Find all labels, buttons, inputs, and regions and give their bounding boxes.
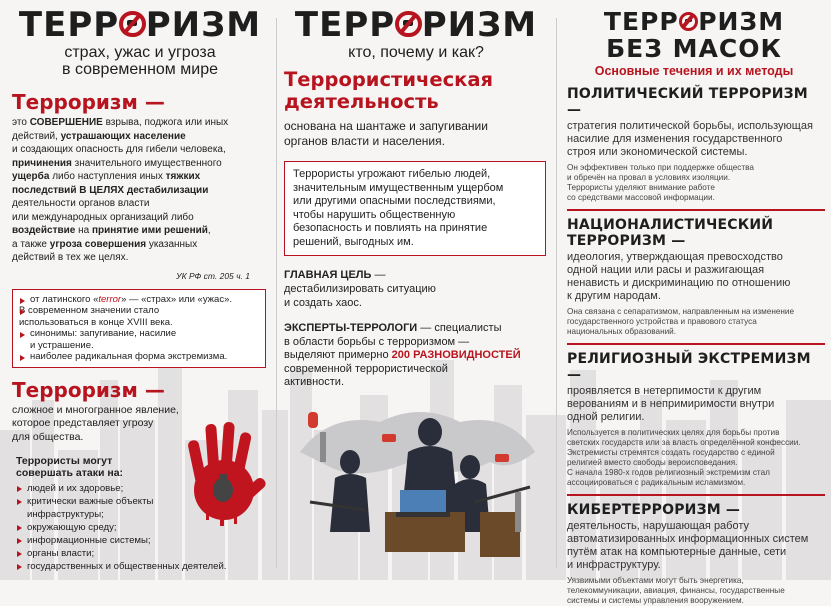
etymology-list [19,294,259,363]
activity-basis: основана на шантаже и запугивании органов власти и населения. [284,119,488,148]
text-line: проявляется в нетерпимости к другим [567,385,762,397]
target-item: людей и их здоровье; [16,482,266,495]
etymology-item-cont: В современном значении стало использоваться в конце XVIII века. [19,305,259,328]
section-political [567,86,825,211]
section-title: ПОЛИТИЧЕСКИЙ ТЕРРОРИЗМ — [567,86,808,118]
crossed-gun-icon [679,12,699,32]
terrorism-definition-2: сложное и многогранное явление, которое представляет угрозу для общества. [12,403,179,443]
text-line: Террористы угрожают гибелью людей, [293,168,491,180]
text-line: или другими опасными последствиями, [293,195,496,207]
col1-heading-1: Терроризм — [12,90,165,114]
text-line: насилие для изменения государственного [567,133,783,145]
text-line: и инфраструктуру. [567,559,661,571]
crossed-gun-icon [395,11,422,38]
col1-title [6,6,274,44]
threat-quote-box [284,161,546,256]
text-line: религией вместо свободы вероисповедания. [567,458,738,467]
col2-title-text: ТЕРР РИЗМ [294,5,538,45]
text-line: Он эффективен только при поддержке общества [567,163,754,172]
text-line: Уязвимыми объектами могут быть энергетика, [567,576,744,585]
attack-targets-title: совершать атаки на: [16,467,124,479]
column-divider [276,18,277,568]
attack-targets [16,455,266,573]
section-title: КИБЕРТЕРРОРИЗМ — [567,502,741,518]
section-divider [567,209,825,211]
law-citation: УК РФ ст. 205 ч. 1 [176,270,250,281]
target-item: органы власти; [16,547,266,560]
text-line: С начала 1980-х годов религиозный экстремизм стал [567,468,770,477]
terrorists-illustration [290,392,540,572]
section-religious [567,351,825,496]
targets-list [16,482,266,573]
crossed-gun-icon [119,11,146,38]
text-line: со средствами массовой информации. [567,193,715,202]
attack-targets-title: Террористы могут [16,455,113,467]
text-line: стратегия политической борьбы, использующая [567,120,813,132]
target-item: информационные системы; [16,534,266,547]
text-line: светских государств или за власть определённой конфессии. [567,438,801,447]
text-line: Используется в политических целях для борьбы против [567,428,780,437]
experts-note: ЭКСПЕРТЫ-ТЕРРОЛОГИ — специалисты в области борьбы с терроризмом — выделяют примерно 200 РАЗНОВИДНОСТЕЙ современной террористической активности. [284,322,521,388]
text-line: системы и системы управления вооружением. [567,596,744,605]
etymology-item: синонимы: запугивание, насилие и устрашение. [19,328,259,351]
column-1 [6,0,274,580]
text-line: путём атак на компьютерные данные, сети [567,546,787,558]
col1-title-text: ТЕРР РИЗМ [18,5,262,45]
target-item: окружающую среду; [16,521,266,534]
main-goal: ГЛАВНАЯ ЦЕЛЬ — дестабилизировать ситуацию и создать хаос. [284,269,436,309]
col3-subtitle: Основные течения и их методы [594,64,794,78]
text-line: строя или экономической системы. [567,146,748,158]
target-item: инфраструктуры; [27,509,104,520]
text-line: Террористы уделяют внимание работе [567,183,715,192]
col2-title [282,6,550,44]
text-line: ненависть и дискриминацию по отношению [567,277,791,289]
text-line: Экстремисты стремятся создать государство с единой [567,448,775,457]
text-line: одной нации или расы и разжигающая [567,264,765,276]
text-line: верованиям и в непримиримости внутри [567,398,775,410]
etymology-item: от латинского «terror» — «страх» или «ужас». [19,294,259,306]
etymology-item: наиболее радикальная форма экстремизма. [19,351,259,363]
col1-heading-2: Терроризм — [12,377,165,402]
text-line: к другим народам. [567,290,661,302]
text-line: телекоммуникации, авиация, финансы, государственные [567,586,785,595]
col3-title [563,8,825,62]
text-line: деятельность, нарушающая работу [567,520,750,532]
etymology-box [12,289,266,368]
col3-title-line-2: БЕЗ МАСОК [606,34,782,63]
text-line: чтобы нарушить общественную [293,208,456,221]
activity-heading: Террористическая деятельность [284,68,494,113]
section-nationalist [567,217,825,345]
section-divider [567,494,825,496]
section-title: НАЦИОНАЛИСТИЧЕСКИЙ ТЕРРОРИЗМ — [567,217,774,249]
text-line: государственного устройства и правового статуса [567,317,757,326]
terrorism-definition: это СОВЕРШЕНИЕ взрыва, поджога или иных действий, устрашающих население и создающих опасность для гибели человека, причинения значительного имущественного ущерба либо наступления иных тяжких последствий В ЦЕЛЯХ дестабилизации деятельности органов власти или международных организаций либо воздействие на принятие ими решений, а также угроза совершения указанных действий в тех же целях. [12,117,229,263]
text-line: безопасность и повлиять на принятие [293,222,488,234]
column-2 [282,0,550,580]
col1-subtitle [6,44,274,78]
text-line: Она связана с сепаратизмом, направленным на изменение [567,307,795,316]
text-line: автоматизированных информационных систем [567,533,809,545]
section-title: РЕЛИГИОЗНЫЙ ЭКСТРЕМИЗМ — [567,351,811,383]
text-line: одной религии. [567,411,645,423]
text-line: идеология, утверждающая превосходство [567,251,783,263]
target-item: критически важные объекты [16,495,266,508]
text-line: национальных образований. [567,327,677,336]
col2-subtitle: кто, почему и как? [348,44,484,61]
text-line: решений, выгодных им. [293,235,414,248]
target-item: государственных и общественных деятелей. [16,560,266,573]
col3-title-line-1: ТЕРР РИЗМ [603,7,785,36]
section-divider [567,343,825,345]
col1-subtitle-line: в современном мире [62,61,218,78]
text-line: ассоциироваться с радикальным исламизмом. [567,478,746,487]
col1-subtitle-line: страх, ужас и угроза [64,44,216,61]
text-line: и обречён на провал в условиях изоляции. [567,173,731,182]
column-divider [556,18,557,568]
text-line: значительным имущественным ущербом [293,181,504,194]
section-cyber [567,502,825,606]
column-3 [563,0,825,605]
